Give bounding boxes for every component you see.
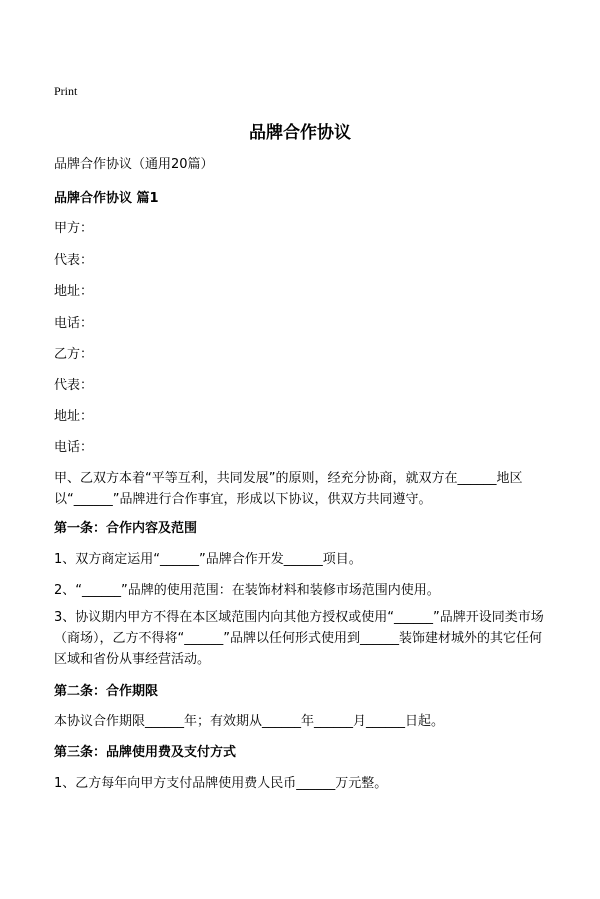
article3-heading: 第三条：品牌使用费及支付方式 [54,745,237,760]
party-b-rep-label: 代表： [54,378,94,393]
article1-heading: 第一条：合作内容及范围 [54,521,198,536]
article1-item3: 3、协议期内甲方不得在本区域范围内向其他方授权或使用“______”品牌开设同类市场（商场），乙方不得将“______”品牌以任何形式使用到______装饰建材城外的其它任何区域和省份从事经营活动。 [54,610,544,667]
party-a-label: 甲方： [54,221,94,236]
party-a-address-label: 地址： [54,284,94,299]
party-a-phone-label: 电话： [54,316,94,331]
article3-item1: 1、乙方每年向甲方支付品牌使用费人民币______万元整。 [54,776,388,791]
article2-text: 本协议合作期限______年；有效期从______年______月______日起。 [54,714,445,729]
document-subtitle: 品牌合作协议（通用20篇） [54,157,214,172]
party-b-label: 乙方： [54,347,94,362]
article1-item2: 2、“______”品牌的使用范围：在装饰材料和装修市场范围内使用。 [54,583,440,598]
party-a-rep-label: 代表： [54,253,94,268]
print-label: Print [54,84,78,98]
party-b-phone-label: 电话： [54,440,94,455]
article2-heading: 第二条：合作期限 [54,684,159,699]
section-heading: 品牌合作协议 篇1 [54,191,159,206]
party-b-address-label: 地址： [54,409,94,424]
intro-paragraph: 甲、乙双方本着“平等互利，共同发展”的原则，经充分协商，就双方在______地区以“______”品牌进行合作事宜，形成以下协议，供双方共同遵守。 [54,471,523,507]
document-title: 品牌合作协议 [249,123,351,143]
article1-item1: 1、双方商定运用“______”品牌合作开发______项目。 [54,552,362,567]
